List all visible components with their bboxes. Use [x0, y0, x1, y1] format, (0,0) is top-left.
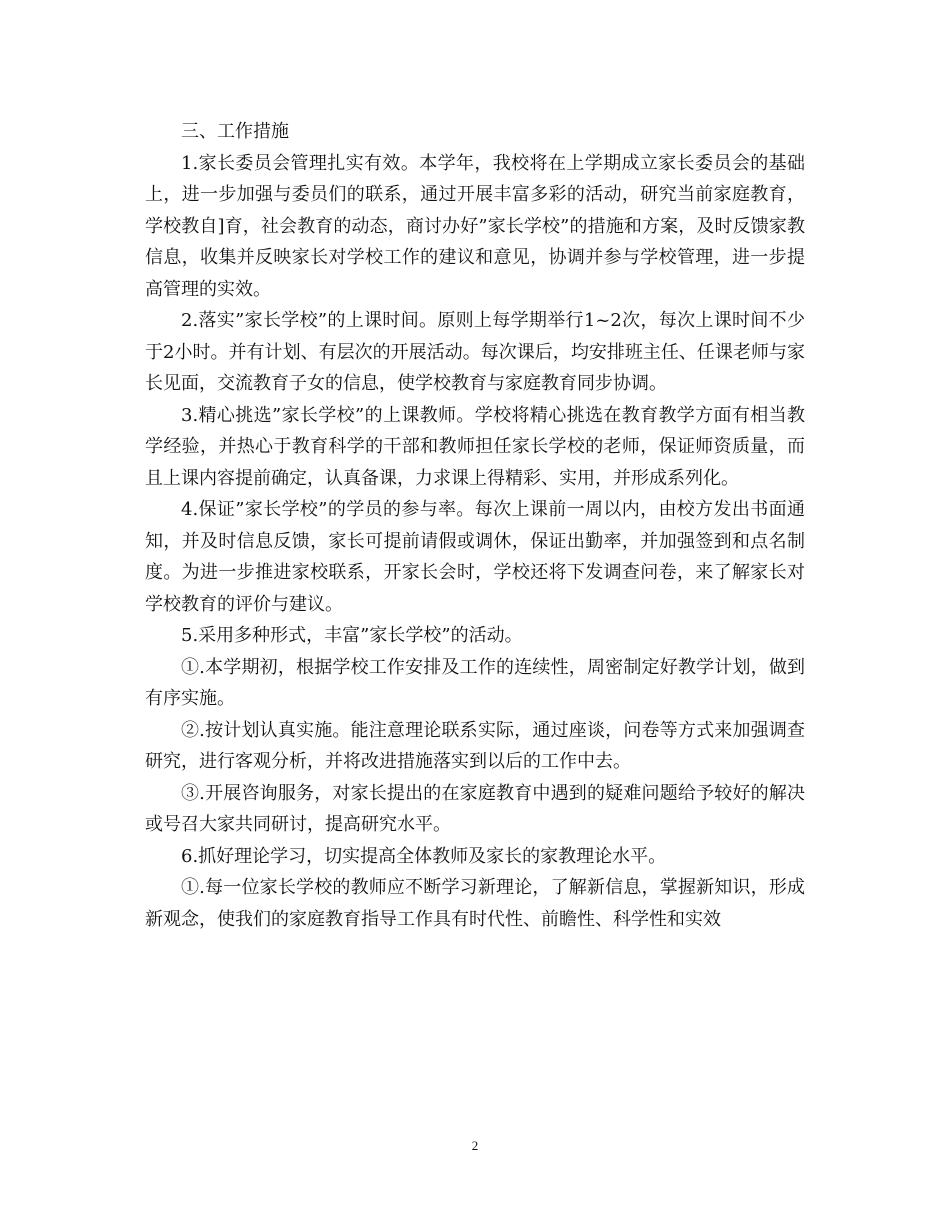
section-heading: 三、工作措施: [181, 121, 289, 142]
paragraph-4: 4.保证”家长学校”的学员的参与率。每次上课前一周以内，由校方发出书面通知，并及时信息反馈，家长可提前请假或调休，保证出勤率，并加强签到和点名制度。为进一步推进家校联系，开家长会时，学校还将下发调查问卷，来了解家长对学校教育的评价与建议。: [145, 499, 805, 615]
paragraph-2: 2.落实”家长学校”的上课时间。原则上每学期举行1~2次，每次上课时间不少于2小时。并有计划、有层次的开展活动。每次课后，均安排班主任、任课老师与家长见面，交流教育子女的信息，使学校教育与家庭教育同步协调。: [145, 310, 805, 394]
paragraph-5: 5.采用多种形式，丰富”家长学校”的活动。: [181, 625, 523, 646]
paragraph-5-2: ②.按计划认真实施。能注意理论联系实际，通过座谈，问卷等方式来加强调查研究，进行客观分析，并将改进措施落实到以后的工作中去。: [145, 719, 805, 772]
paragraph-1: 1.家长委员会管理扎实有效。本学年，我校将在上学期成立家长委员会的基础上，进一步加强与委员们的联系，通过开展丰富多彩的活动，研究当前家庭教育，学校教自]育，社会教育的动态，商讨办好”家长学校”的措施和方案，及时反馈家教信息，收集并反映家长对学校工作的建议和意见，协调并参与学校管理，进一步提高管理的实效。: [145, 152, 805, 300]
paragraph-3: 3.精心挑选”家长学校”的上课教师。学校将精心挑选在教育教学方面有相当教学经验，并热心于教育科学的干部和教师担任家长学校的老师，保证师资质量，而且上课内容提前确定，认真备课，力求课上得精彩、实用，并形成系列化。: [145, 404, 805, 489]
page-number: 2: [471, 1138, 479, 1153]
paragraph-6: 6.抓好理论学习，切实提高全体教师及家长的家教理论水平。: [181, 845, 667, 867]
paragraph-6-1: ①.每一位家长学校的教师应不断学习新理论，了解新信息，掌握新知识，形成新观念，使我们的家庭教育指导工作具有时代性、前瞻性、科学性和实效: [145, 877, 805, 930]
paragraph-5-1: ①.本学期初，根据学校工作安排及工作的连续性，周密制定好教学计划，做到有序实施。: [145, 656, 805, 709]
paragraph-5-3: ③.开展咨询服务，对家长提出的在家庭教育中遇到的疑难问题给予较好的解决或号召大家共同研讨，提高研究水平。: [145, 782, 805, 835]
document-body: [145, 116, 805, 935]
